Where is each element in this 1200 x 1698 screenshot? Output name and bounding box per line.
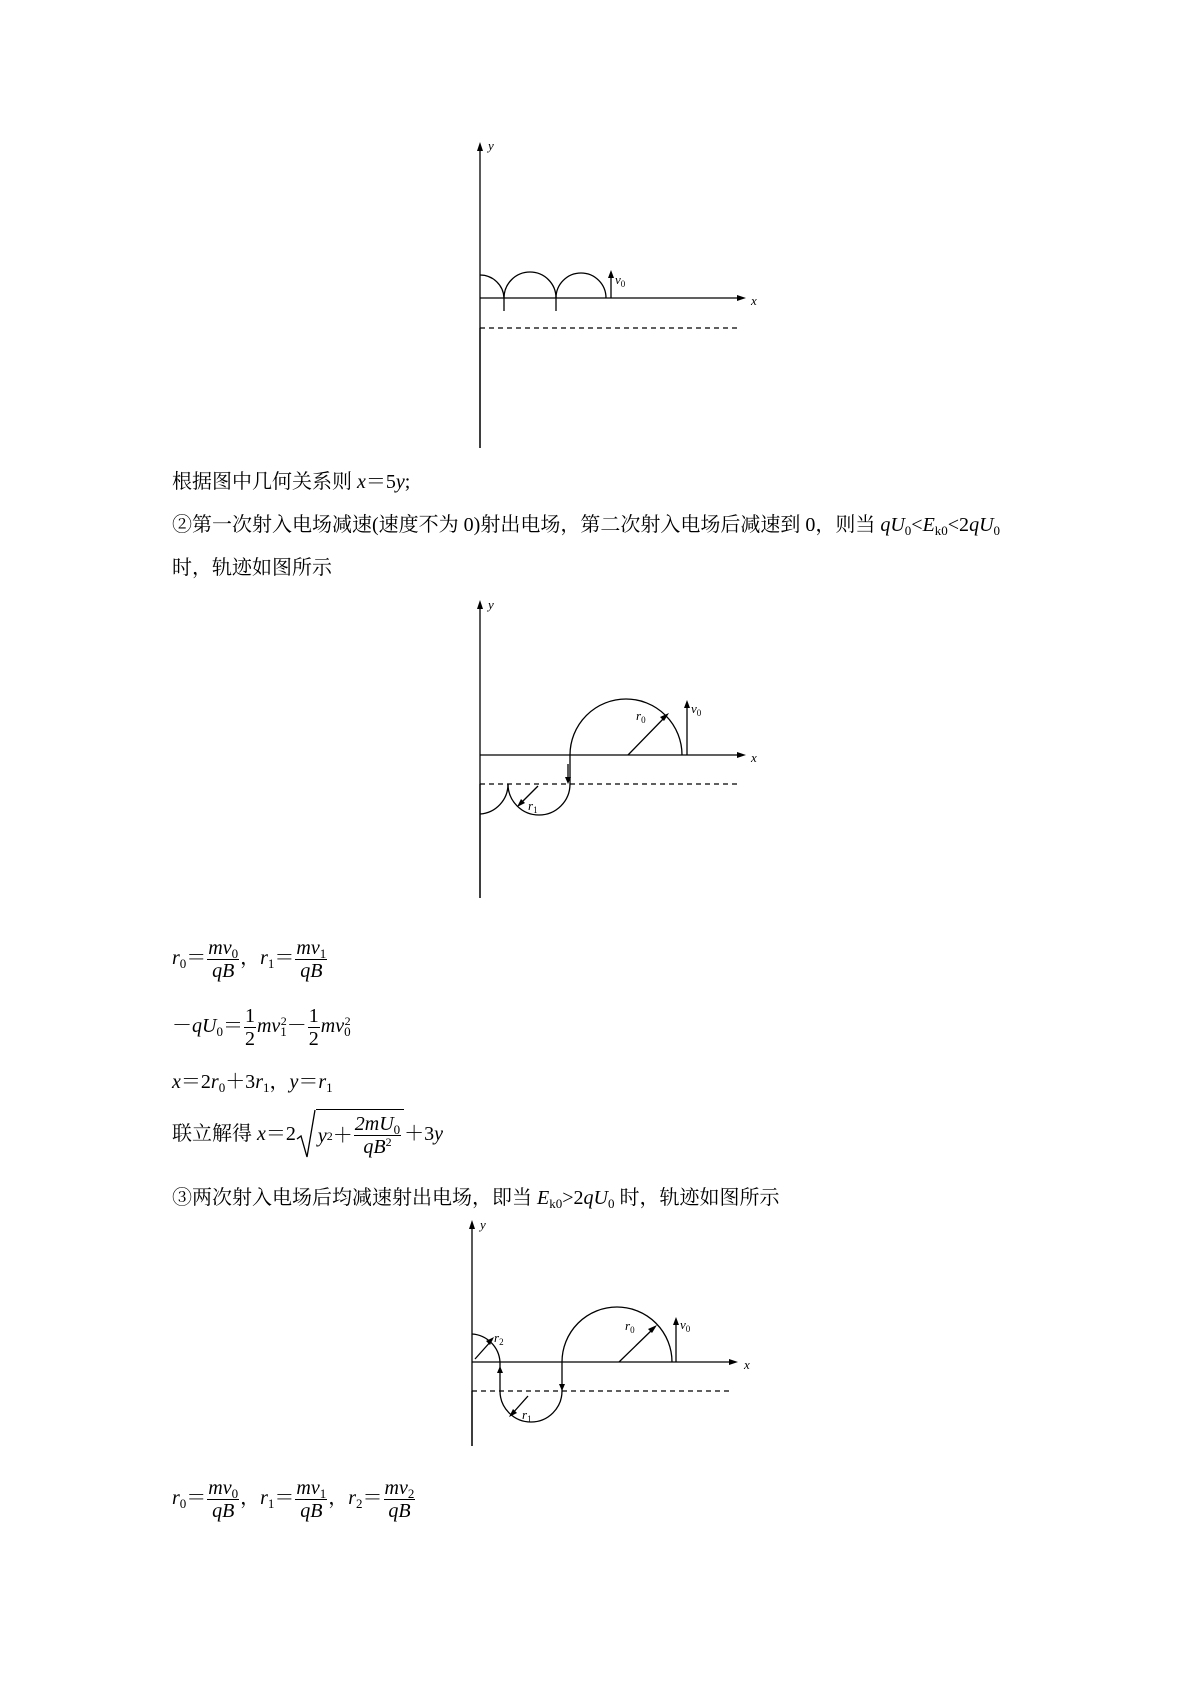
figure-3-trajectory xyxy=(462,1216,772,1452)
var-x: x xyxy=(357,471,366,493)
eq-solution: 联立解得 x＝2 y 2 ＋ $\frac{2mU_0}{qB^2}$ ＋3y xyxy=(172,1108,443,1162)
r0-label: $r_0$ xyxy=(636,708,646,725)
eq-energy: $-qU_0=$ $\frac{1}{2}$ $mv_1^2-$ $\frac{1}{2}$ $mv_0^2$ xyxy=(172,1004,351,1050)
x-axis-label: x xyxy=(751,750,757,765)
text-case2-prefix: ②第一次射入电场减速(速度不为 0)射出电场，第二次射入电场后减速到 0，则当 xyxy=(172,514,881,536)
y-axis-label: y xyxy=(480,1217,486,1232)
text-line-geometry xyxy=(172,468,410,496)
v0-label: $v_0$ xyxy=(680,1317,691,1334)
r0-label: $r_0$ xyxy=(625,1318,635,1335)
var-y: y xyxy=(395,471,405,493)
r2-label: $r_2$ xyxy=(494,1330,504,1347)
text-eq: ＝5 xyxy=(365,471,396,493)
eq-xy: $x=2r_0+3r_1$，$y=r_1$ xyxy=(172,1071,333,1095)
text-solve-prefix: 联立解得 xyxy=(172,1123,257,1145)
text-line-trajectory: 时，轨迹如图所示 xyxy=(172,557,332,579)
r1-label: $r_1$ xyxy=(522,1407,532,1424)
text-geometry-prefix: 根据图中几何关系则 xyxy=(172,471,357,493)
sqrt-expression: y 2 ＋ $\frac{2mU_0}{qB^2}$ xyxy=(296,1109,404,1162)
figure-1-trajectory xyxy=(470,140,770,460)
text-semicolon: ; xyxy=(404,471,411,493)
r1-label: $r_1$ xyxy=(528,798,538,815)
eq-radii: $r_0=$ $\frac{mv_0}{qB}$ ，$r_1=$ $\frac{mv_1}{qB}$ xyxy=(172,936,327,982)
x-axis-label: x xyxy=(751,293,757,308)
eq-radii-three: $r_0=$ $\frac{mv_0}{qB}$ ，$r_1=$ $\frac{mv_1}{qB}$ ，$r_2=$ $\frac{mv_2}{qB}$ xyxy=(172,1476,415,1522)
y-axis-label: y xyxy=(488,140,494,153)
case2-condition: $qU_0<E_{k0}<2qU_0$ xyxy=(880,514,1001,538)
figure-2-trajectory xyxy=(470,596,770,906)
text-line-case2 xyxy=(172,511,1000,539)
v0-label: $v_0$ xyxy=(691,701,702,718)
y-axis-label: y xyxy=(488,597,494,612)
x-axis-label: x xyxy=(744,1357,750,1372)
v0-label: $v_0$ xyxy=(615,272,626,289)
text-line-case3: ③两次射入电场后均减速射出电场，即当 $E_{k0}>2qU_0$ 时，轨迹如图所示 xyxy=(172,1187,780,1211)
